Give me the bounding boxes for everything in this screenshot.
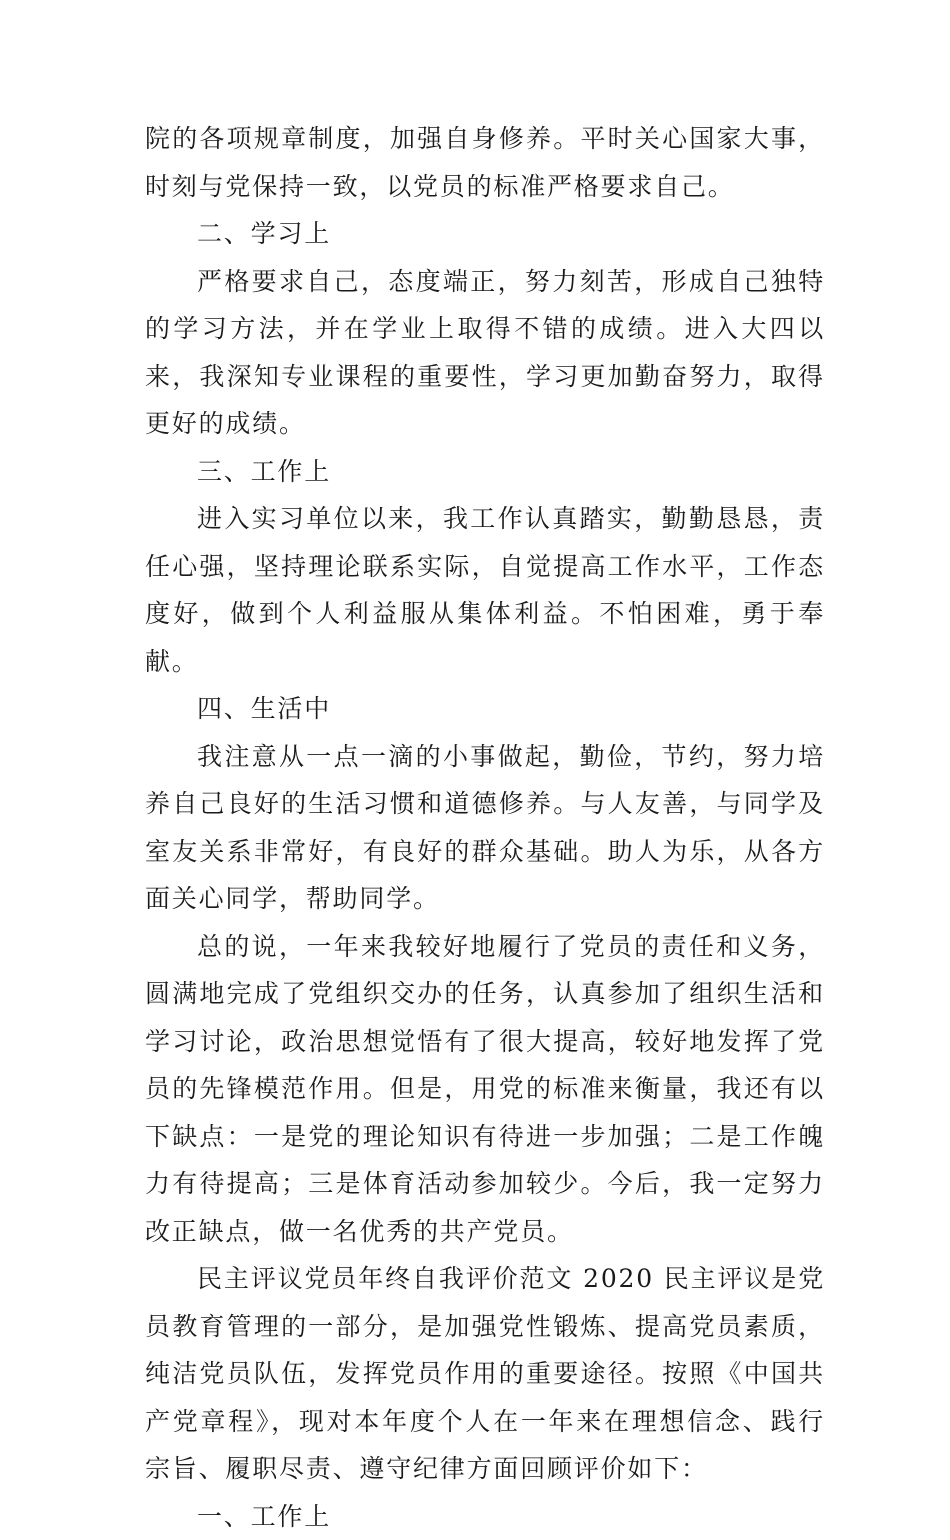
paragraph-review-intro: 民主评议党员年终自我评价范文 2020 民主评议是党员教育管理的一部分，是加强党性锻炼、提高党员素质，纯洁党员队伍，发挥党员作用的重要途径。按照《中国共产党章程》，现对本年度个人在一年来在理想信念、践行宗旨、履职尽责、遵守纪律方面回顾评价如下： bbox=[145, 1255, 825, 1493]
section-heading-work: 三、工作上 bbox=[145, 448, 825, 496]
paragraph-study: 严格要求自己，态度端正，努力刻苦，形成自己独特的学习方法，并在学业上取得不错的成绩。进入大四以来，我深知专业课程的重要性，学习更加勤奋努力，取得更好的成绩。 bbox=[145, 258, 825, 448]
document-body bbox=[145, 115, 825, 1540]
paragraph-work: 进入实习单位以来，我工作认真踏实，勤勤恳恳，责任心强，坚持理论联系实际，自觉提高工作水平，工作态度好，做到个人利益服从集体利益。不怕困难，勇于奉献。 bbox=[145, 495, 825, 685]
paragraph-continuation: 院的各项规章制度，加强自身修养。平时关心国家大事，时刻与党保持一致，以党员的标准严格要求自己。 bbox=[145, 115, 825, 210]
section-heading-work-2: 一、工作上 bbox=[145, 1493, 825, 1540]
section-heading-life: 四、生活中 bbox=[145, 685, 825, 733]
paragraph-life: 我注意从一点一滴的小事做起，勤俭，节约，努力培养自己良好的生活习惯和道德修养。与人友善，与同学及室友关系非常好，有良好的群众基础。助人为乐，从各方面关心同学，帮助同学。 bbox=[145, 733, 825, 923]
paragraph-summary: 总的说，一年来我较好地履行了党员的责任和义务，圆满地完成了党组织交办的任务，认真参加了组织生活和学习讨论，政治思想觉悟有了很大提高，较好地发挥了党员的先锋模范作用。但是，用党的标准来衡量，我还有以下缺点：一是党的理论知识有待进一步加强；二是工作魄力有待提高；三是体育活动参加较少。今后，我一定努力改正缺点，做一名优秀的共产党员。 bbox=[145, 923, 825, 1256]
section-heading-study: 二、学习上 bbox=[145, 210, 825, 258]
